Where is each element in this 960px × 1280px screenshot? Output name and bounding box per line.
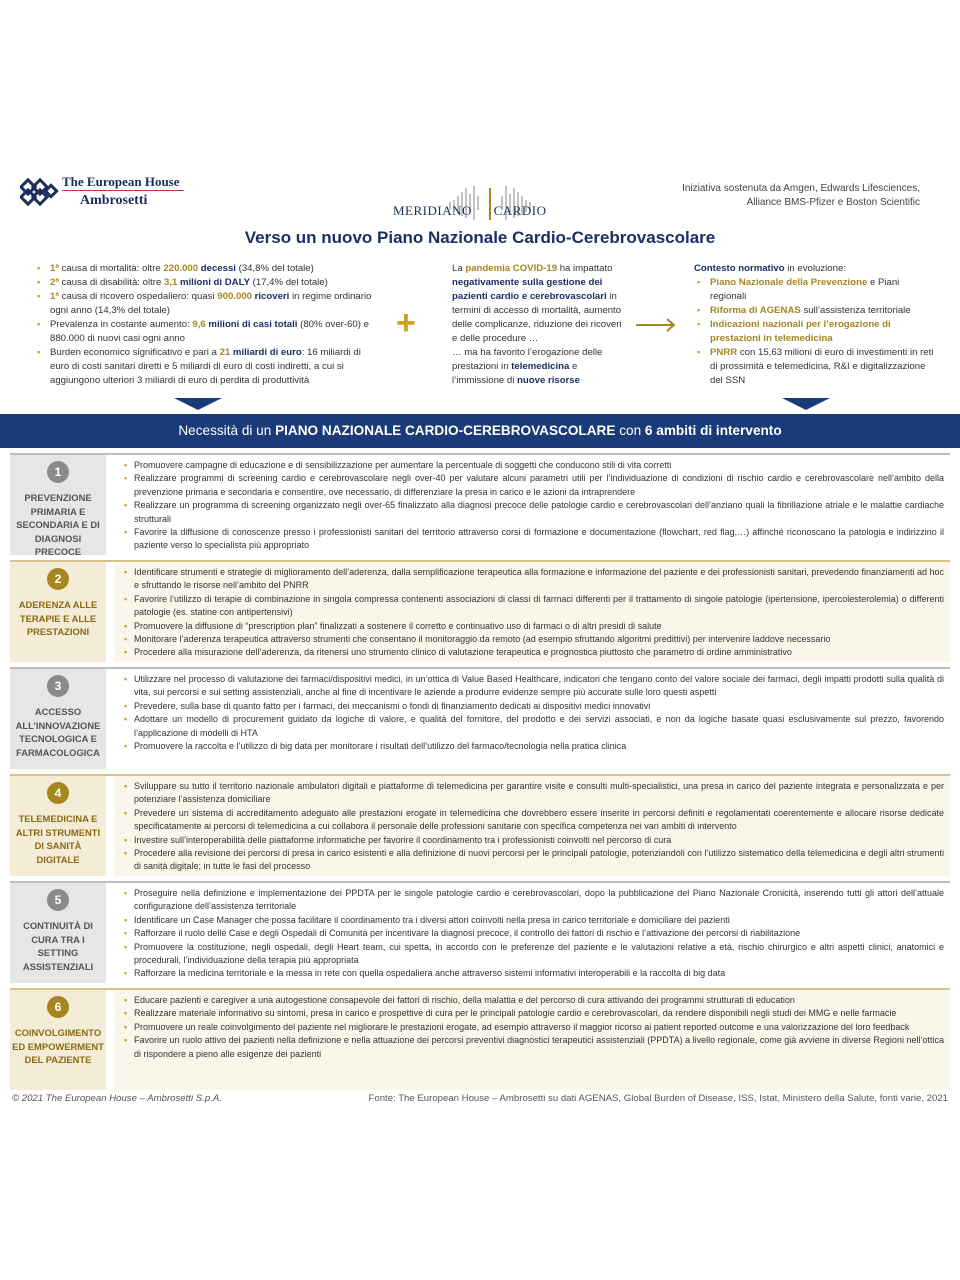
text-bold: PIANO NAZIONALE CARDIO-CEREBROVASCOLARE [275,423,616,438]
section-item: • Favorire la diffusione di conoscenze presso i professionisti sanitari del territorio attraverso corsi di formazione e documentazione (flowchart, red flag,…) affinché riconoscano la patologia e indirizzino il paziente verso lo specialista più appropriato [124,526,944,553]
down-arrow-icon [174,398,222,410]
section-item: • Favorire un ruolo attivo dei pazienti nella definizione e nella attuazione dei percorsi preventivi diagnostici terapeutici assistenziali (PPDTA) a livello regionale, come già avviene in diverse Regioni nell’ottica di rispondere a pieno alle esigenze dei pazienti [124,1034,944,1061]
section-item: • Promuovere la costituzione, negli ospedali, degli Heart team, cui spetta, in accordo con le preferenze del paziente e le valutazioni relative a età, rischio chirurgico e altri aspetti clinici, anatomici e procedurali, l’individuazione della terapia più appropriata [124,941,944,968]
text-highlight: Piano Nazionale della Prevenzione [710,277,868,288]
section-item: • Realizzare programmi di screening cardio e cerebrovascolare negli over-40 per valutare alcuni parametri utili per l’individuazione di condizioni di rischio cardio e cerebrovascolare nell’ambito della prevenzione primaria e secondaria e consentire, ove necessario, di differenziare la presa in carico e le azioni da intraprendere [124,472,944,499]
section-number-badge: 1 [47,461,69,483]
text: con 15,63 milioni di euro di investimenti in reti di prossimità e telemedicina, R&I e digitalizzazione del SSN [710,347,934,386]
section-item: • Identificare strumenti e strategie di miglioramento dell’aderenza, dalla semplificazione terapeutica alla formazione e informazione del paziente e dei professionisti sanitari, prevedendo finanziamenti ad hoc e sfruttando le risorse nell’ambito del PNRR [124,566,944,593]
text: : 16 miliardi di euro di costi sanitari diretti e 5 miliardi di euro di costi indiretti, a cui si aggiungono ulteriori 3 miliardi di euro di perdita di produttività [50,347,361,386]
text: milioni di casi totali [205,319,298,330]
burden-list [34,262,374,388]
section-number-badge: 2 [47,568,69,590]
section-item: • Proseguire nella definizione e implementazione dei PPDTA per le singole patologie cardio e cerebrovascolari, dopo la pubblicazione del Piano Nazionale Cronicità, inserendo tutti gli attori dell’attuale configurazione dell’assistenza territoriale [124,887,944,914]
text-highlight: Riforma di AGENAS [710,305,801,316]
arrow-right-icon [636,318,678,332]
teh-logo-rule [62,190,184,191]
section-item: • Utilizzare nel processo di valutazione dei farmaci/dispositivi medici, in un’ottica di Value Based Healthcare, indicatori che tengano conto del valore sociale dei farmaci, degli impatti prodotti sulla qualità di vita, sui percorsi e sui setting assistenziali, anche al fine di incentivare le aziende a produrre evidenze sempre più accurate sulle loro questi aspetti [124,673,944,700]
section-number-badge: 3 [47,675,69,697]
pandemic-paragraph-1 [452,262,624,346]
section-body [114,990,950,1090]
text-bold: negativamente sulla gestione dei pazienti cardio e cerebrovascolari [452,277,607,302]
text: in termini di accesso di mortalità, aumento delle complicanze, riduzione dei ricoveri e delle procedure … [452,291,622,344]
intervention-area-6 [10,990,950,1090]
section-item: • Promuovere la raccolta e l’utilizzo di big data per monitorare i risultati dell’utilizzo del farmaco/tecnologia nella pratica clinica [124,740,944,753]
regulatory-list [694,276,934,388]
section-item: • Investire sull’interoperabilità delle piattaforme informatiche per favorire il coordinamento tra i professionisti coinvolti nel percorso di cura [124,834,944,847]
intervention-area-4 [10,776,950,876]
text: Burden economico significativo e pari a [50,347,220,358]
text: 21 [219,347,231,358]
section-item: • Procedere alla revisione dei percorsi di presa in carico esistenti e alla definizione di nuovi percorsi per le principali patologie, potenziandoli con l’utilizzo sistematico della telemedicina e degli altri strumenti di sanità digitale; in tutte le fasi del processo [124,847,944,874]
text: decessi [198,263,236,274]
section-item: • Sviluppare su tutto il territorio nazionale ambulatori digitali e piattaforme di telemedicina per garantire visite e consulti multi-specialistici, una presa in carico del paziente integrata e personalizzata e per potenziare l’assistenza domiciliare [124,780,944,807]
section-item: • Promuovere un reale coinvolgimento del paziente nel migliorare le prestazioni erogate, ad esempio attraverso il maggior ricorso ai patient reported outcome e una valorizzazione del loro feedback [124,1021,944,1034]
text: sull’assistenza territoriale [800,305,911,316]
section-item: • Prevedere, sulla base di quanto fatto per i farmaci, dei meccanismi o fondi di finanziamento dedicati ai dispositivi medici innovativi [124,700,944,713]
section-item: • Monitorare l’aderenza terapeutica attraverso strumenti che consentano il monitoraggio da remoto (ad esempio sfruttando algoritmi predittivi) per intervenire laddove necessario [124,633,944,646]
pandemic-paragraph-2 [452,346,624,388]
section-item: • Educare pazienti e caregiver a una autogestione consapevole dei fattori di rischio, della malattia e del percorso di cura attivando dei programmi strutturati di education [124,994,944,1007]
text: Prevalenza in costante aumento: [50,319,193,330]
section-item: • Favorire l’utilizzo di terapie di combinazione in singola compressa contenenti associazioni di classi di farmaci differenti per il trattamento di singole patologie (ipertensione, ipercolesterolemia) o differenti patologie (es. statine con antipertensivi) [124,593,944,620]
section-body [114,562,950,662]
section-banner [0,414,960,448]
section-label [10,990,106,1090]
intervention-area-3 [10,669,950,769]
text: ricoveri [251,291,290,302]
section-label [10,669,106,769]
section-item: • Procedere alla misurazione dell’aderenza, da ritenersi uno strumento clinico di valutazione terapeutica e prognostica piuttosto che parametro di ordine amministrativo [124,646,944,659]
text: ha impattato [557,263,613,274]
logo-word-1: MERIDIANO [393,203,472,218]
section-label [10,455,106,555]
teh-logo-name: The European House [62,174,180,189]
burden-item [34,318,374,346]
section-list [124,994,944,1061]
sponsor-note [670,182,920,210]
page-title: Verso un nuovo Piano Nazionale Cardio-Cerebrovascolare [244,228,716,247]
teh-logo-icon [20,176,60,208]
regulatory-item [694,276,934,304]
text: La [452,263,466,274]
text-highlight: Indicazioni nazionali per l’erogazione di prestazioni in telemedicina [710,319,891,344]
section-item: • Prevedere un sistema di accreditamento adeguato alle prestazioni erogate in telemedicina che dovrebbero essere inserite in percorsi definiti e regolamentati coerentemente e allocare risorse dedicate specificatamente ai percorsi di telemedicina a cui collabora il personale delle professioni sanitarie con specifica competenza nei vari ambiti di intervento [124,807,944,834]
section-label-text: ACCESSO ALL’INNOVAZIONE TECNOLOGICA E FARMACOLOGICA [15,706,101,758]
section-body [114,669,950,769]
section-label-text: COINVOLGIMENTO ED EMPOWERMENT DEL PAZIENTE [12,1027,104,1065]
text: 3,1 [163,277,178,288]
section-list [124,780,944,874]
section-number-badge: 4 [47,782,69,804]
intervention-area-2 [10,562,950,662]
regulatory-item [694,304,934,318]
pandemic-column [452,262,624,388]
section-item: • Promuovere campagne di educazione e di sensibilizzazione per aumentare la percentuale di soggetti che conducono stili di vita corretti [124,459,944,472]
section-label-text: ADERENZA ALLE TERAPIE E ALLE PRESTAZIONI [18,599,98,637]
sponsor-line-1: Iniziativa sostenuta da Amgen, Edwards Lifesciences, [682,183,920,194]
section-item: • Adottare un modello di procurement guidato da logiche di valore, e qualità del fornitore, del prodotto e dei servizi associati, e non da logiche basate quasi esclusivamente sul prezzo, favorendo l’applicazione di modelli di HTA [124,713,944,740]
text: in regime ordinario ogni anno (14,3% del totale) [50,291,372,316]
text-highlight: PNRR [710,347,738,358]
regulatory-column [694,262,934,388]
section-body [114,883,950,983]
text: causa di disabilità: oltre [58,277,164,288]
section-label [10,776,106,876]
section-number-badge: 6 [47,996,69,1018]
section-item: • Rafforzare il ruolo delle Case e degli Ospedali di Comunità per incentivare la diagnosi precoce, il controllo dei fattori di rischio e l’attivazione dei percorsi di riabilitazione [124,927,944,940]
copyright: © 2021 The European House – Ambrosetti S.p.A. [12,1093,222,1104]
text: miliardi di euro [230,347,302,358]
text: milioni di DALY [177,277,250,288]
regulatory-item [694,346,934,388]
burden-item [34,276,374,290]
section-item: • Realizzare un programma di screening organizzato negli over-65 finalizzato alla diagnosi precoce delle patologie cardio e cerebrovascolari dell’anziano quali la fibrillazione atriale e le malattie cardiache strutturali [124,499,944,526]
text: Necessità di un [178,423,276,438]
regulatory-title [694,262,934,276]
down-arrow-icon [782,398,830,410]
intervention-area-1 [10,455,950,555]
text: e l’immissione di [452,361,578,386]
section-body [114,455,950,555]
section-list [124,459,944,553]
text: causa di ricovero ospedaliero: quasi [58,291,218,302]
plus-icon: + [396,304,416,342]
section-label [10,562,106,662]
text-bold: nuove risorse [517,375,580,386]
text: causa di mortalità: oltre [58,263,164,274]
burden-item [34,290,374,318]
section-body [114,776,950,876]
regulatory-item [694,318,934,346]
section-list [124,887,944,981]
sponsor-line-2: Alliance BMS-Pfizer e Boston Scientific [746,197,920,208]
text: in evoluzione: [784,263,846,274]
text: 220.000 [163,263,199,274]
text-bold: 6 ambiti di intervento [644,423,782,438]
text-bold: telemedicina [511,361,570,372]
burden-column [34,262,374,388]
text-highlight: pandemia COVID-19 [465,263,558,274]
section-label [10,883,106,983]
text: e Piani regionali [710,277,900,302]
section-label-text: TELEMEDICINA E ALTRI STRUMENTI DI SANITÀ DIGITALE [15,813,101,865]
section-label-text: CONTINUITÀ DI CURA TRA I SETTING ASSISTENZIALI [22,920,94,972]
source-note: Fonte: The European House – Ambrosetti su dati AGENAS, Global Burden of Disease, ISS, Istat, Ministero della Salute, fonti varie, 2021 [368,1093,948,1104]
section-item: • Realizzare materiale informativo su sintomi, presa in carico e prospettive di cura per le principali patologie cardio e cerebrovascolari, da rendere disponibili negli studi dei MMG e nelle farmacie [124,1007,944,1020]
text: (17,4% del totale) [249,277,328,288]
text: … ma ha favorito l’erogazione delle prestazioni in [452,347,603,372]
section-number-badge: 5 [47,889,69,911]
logo-word-2: CARDIO [493,203,547,218]
section-list [124,673,944,753]
teh-logo-subname: Ambrosetti [80,193,148,208]
meridiano-cardio-logo [393,203,546,219]
text: con [615,423,645,438]
text: 900.000 [217,291,252,302]
text: 9,6 [192,319,206,330]
burden-item [34,262,374,276]
text: (80% over-60) e 880.000 di nuovi casi ogni anno [50,319,369,344]
text: 1ª [50,263,59,274]
text-bold: Contesto normativo [694,263,785,274]
intervention-area-5 [10,883,950,983]
section-item: • Rafforzare la medicina territoriale e la messa in rete con quella ospedaliera anche attraverso sistemi informativi interoperabili e la raccolta di big data [124,967,944,980]
section-label-text: PREVENZIONE PRIMARIA E SECONDARIA E DI DIAGNOSI PRECOCE [16,492,100,557]
text: 1ª [50,291,59,302]
text: 2ª [50,277,59,288]
section-item: • Promuovere la diffusione di “prescription plan” finalizzati a sostenere il corretto e continuativo uso di farmaci o di altri presidi di salute [124,620,944,633]
text: (34,8% del totale) [235,263,314,274]
burden-item [34,346,374,388]
section-item: • Identificare un Case Manager che possa facilitare il coordinamento tra i diversi attori coinvolti nella presa in carico territoriale e domiciliare dei pazienti [124,914,944,927]
section-list [124,566,944,660]
